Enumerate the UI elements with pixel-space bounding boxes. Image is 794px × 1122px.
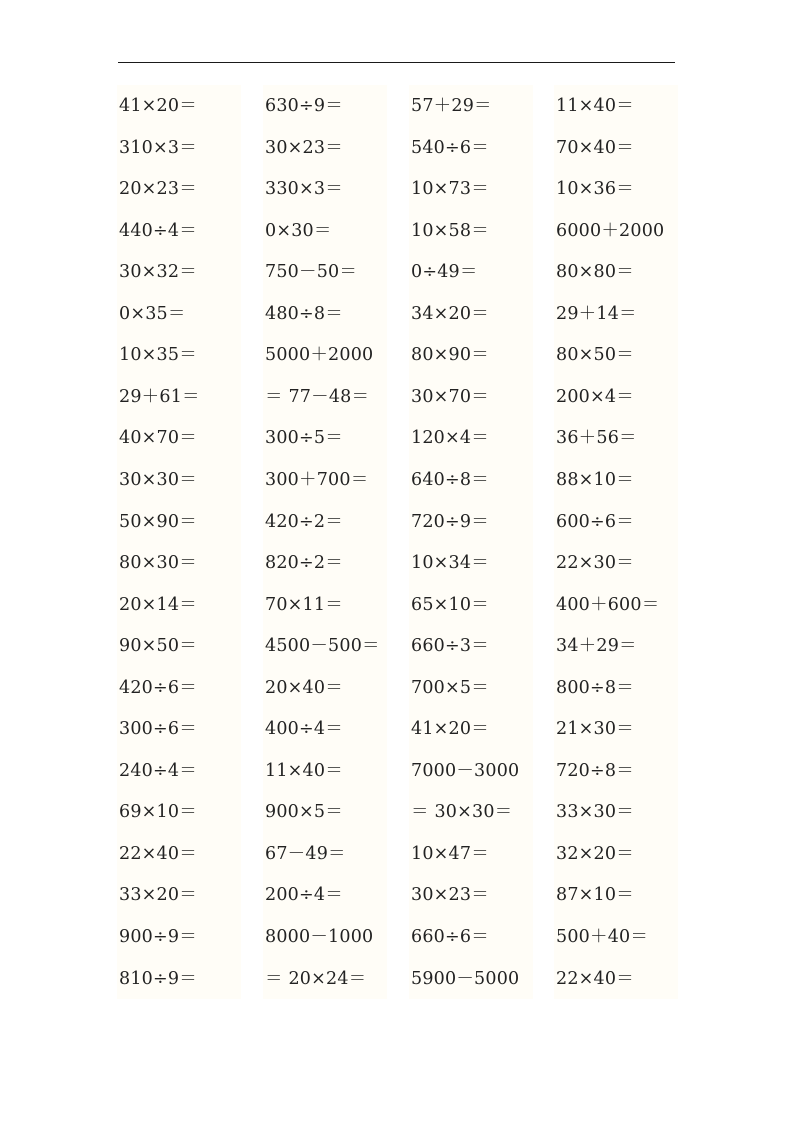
math-problem: 70×40＝ <box>556 137 634 158</box>
math-problem: 36＋56＝ <box>556 428 637 449</box>
math-problem: 50×90＝ <box>119 511 197 532</box>
math-problem: 800÷8＝ <box>556 677 634 698</box>
math-problem: 6000＋2000 <box>556 220 665 241</box>
math-problem: 400÷4＝ <box>265 719 343 740</box>
math-problem: 750－50＝ <box>265 262 358 283</box>
math-problem: 660÷6＝ <box>411 927 489 947</box>
math-problem: 22×40＝ <box>119 843 197 864</box>
math-problem: 5900－5000 <box>411 968 520 989</box>
math-problem: 10×34＝ <box>411 553 489 574</box>
math-problem: 10×58＝ <box>411 220 489 241</box>
problem-column-4 <box>554 85 678 999</box>
math-problem: 29＋14＝ <box>556 303 637 324</box>
math-problem: 300÷6＝ <box>119 719 197 740</box>
math-problem: 20×40＝ <box>265 677 343 698</box>
math-problem: 88×10＝ <box>556 469 634 490</box>
math-problem: 80×90＝ <box>411 345 489 366</box>
math-problem: 10×36＝ <box>556 179 634 200</box>
math-problem: 30×70＝ <box>411 386 489 407</box>
math-problem: 540÷6＝ <box>411 137 489 158</box>
math-problem: 40×70＝ <box>119 428 197 449</box>
math-problem: 69×10＝ <box>119 802 197 823</box>
math-problem: 660÷3＝ <box>411 636 489 657</box>
math-problem: 0×35＝ <box>119 303 186 324</box>
math-problem: 80×50＝ <box>556 345 634 366</box>
math-problem: 10×47＝ <box>411 843 489 864</box>
math-problem: 30×30＝ <box>119 469 197 490</box>
math-problem: 0÷49＝ <box>411 262 478 283</box>
math-problem: 810÷9＝ <box>119 968 197 989</box>
math-problem: 640÷8＝ <box>411 469 489 490</box>
math-problem: ＝ 77－48＝ <box>265 386 370 407</box>
math-problem: 820÷2＝ <box>265 553 343 574</box>
math-problem: 34×20＝ <box>411 303 489 324</box>
math-problem: 67－49＝ <box>265 843 346 864</box>
math-problem: 240÷4＝ <box>119 760 197 781</box>
math-problem: 22×40＝ <box>556 968 634 989</box>
math-problem: 10×73＝ <box>411 179 489 200</box>
math-problem: 0×30＝ <box>265 220 332 241</box>
math-problem: 4500－500＝ <box>265 636 380 657</box>
math-problem: 200÷4＝ <box>265 885 343 906</box>
math-problem: ＝ 30×30＝ <box>411 802 513 823</box>
math-problem: 120×4＝ <box>411 428 489 449</box>
math-problem: 30×23＝ <box>265 137 343 158</box>
math-problem: ＝ 20×24＝ <box>265 968 367 989</box>
math-problem: 70×11＝ <box>265 594 343 615</box>
math-problem: 30×32＝ <box>119 262 197 283</box>
math-problem: 11×40＝ <box>556 96 634 116</box>
math-problem: 720÷8＝ <box>556 760 634 781</box>
math-problem: 21×30＝ <box>556 719 634 740</box>
problem-column-1 <box>117 85 241 999</box>
math-problem: 420÷6＝ <box>119 677 197 698</box>
math-problem: 11×40＝ <box>265 760 343 781</box>
math-problem: 500＋40＝ <box>556 927 649 947</box>
math-problem: 10×35＝ <box>119 345 197 366</box>
math-problem: 90×50＝ <box>119 636 197 657</box>
math-problem: 7000－3000 <box>411 760 520 781</box>
math-problem: 32×20＝ <box>556 843 634 864</box>
math-problem: 900×5＝ <box>265 802 343 823</box>
math-problem: 400＋600＝ <box>556 594 660 615</box>
math-problem: 30×23＝ <box>411 885 489 906</box>
math-problem: 20×23＝ <box>119 179 197 200</box>
math-problem: 65×10＝ <box>411 594 489 615</box>
math-problem: 200×4＝ <box>556 386 634 407</box>
math-problem: 420÷2＝ <box>265 511 343 532</box>
math-problem: 87×10＝ <box>556 885 634 906</box>
math-problem: 57＋29＝ <box>411 96 492 116</box>
math-problem: 900÷9＝ <box>119 927 197 947</box>
math-problem: 41×20＝ <box>411 719 489 740</box>
math-problem: 310×3＝ <box>119 137 197 158</box>
math-problem: 29＋61＝ <box>119 386 200 407</box>
problem-column-3 <box>409 85 533 999</box>
math-problem: 720÷9＝ <box>411 511 489 532</box>
math-problem: 80×30＝ <box>119 553 197 574</box>
math-problem: 600÷6＝ <box>556 511 634 532</box>
math-problem: 300÷5＝ <box>265 428 343 449</box>
math-problem: 480÷8＝ <box>265 303 343 324</box>
math-problem: 8000－1000 <box>265 927 374 947</box>
math-problem: 300＋700＝ <box>265 469 369 490</box>
problem-column-2 <box>263 85 387 999</box>
math-problem: 700×5＝ <box>411 677 489 698</box>
math-problem: 20×14＝ <box>119 594 197 615</box>
math-problem: 33×30＝ <box>556 802 634 823</box>
math-problem: 5000＋2000 <box>265 345 374 366</box>
math-problem: 33×20＝ <box>119 885 197 906</box>
math-problem: 41×20＝ <box>119 96 197 116</box>
math-problem: 80×80＝ <box>556 262 634 283</box>
math-problem: 22×30＝ <box>556 553 634 574</box>
math-problem: 440÷4＝ <box>119 220 197 241</box>
header-rule <box>118 62 675 63</box>
math-problem: 330×3＝ <box>265 179 343 200</box>
math-problem: 34＋29＝ <box>556 636 637 657</box>
math-problem: 630÷9＝ <box>265 96 343 116</box>
